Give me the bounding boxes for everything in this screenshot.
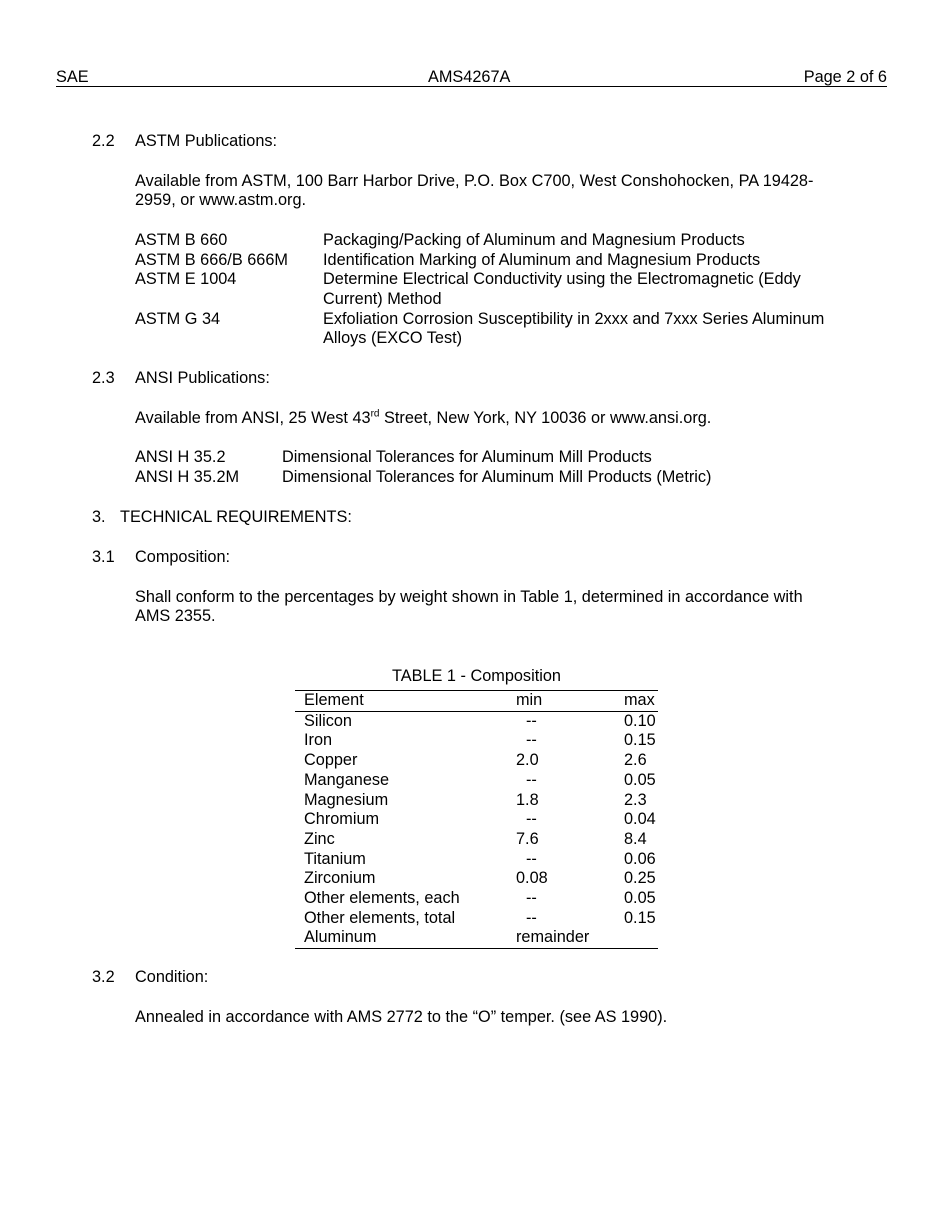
ansi-availability-post: Street, New York, NY 10036 or www.ansi.org. <box>379 409 712 427</box>
cell-element: Chromium <box>304 810 380 829</box>
ansi-ref-desc: Dimensional Tolerances for Aluminum Mill Products <box>282 448 652 466</box>
cell-min: -- <box>526 889 537 908</box>
astm-ref-code: ASTM G 34 <box>135 310 221 328</box>
composition-body-line-2: AMS 2355. <box>135 607 216 625</box>
table-row <box>295 909 658 929</box>
cell-min: 7.6 <box>516 829 539 848</box>
cell-element: Other elements, each <box>304 889 460 908</box>
cell-min: -- <box>526 731 537 750</box>
ansi-ref-desc: Dimensional Tolerances for Aluminum Mill Products (Metric) <box>282 468 712 486</box>
cell-max: 0.05 <box>624 889 656 908</box>
ansi-availability-sup: rd <box>370 408 380 420</box>
cell-min: 0.08 <box>516 869 548 888</box>
table-row <box>295 889 658 909</box>
section-3-1-number: 3.1 <box>92 548 115 566</box>
astm-ref-code: ASTM B 660 <box>135 231 228 249</box>
cell-element: Silicon <box>304 711 352 730</box>
cell-element: Aluminum <box>295 928 516 948</box>
table-row <box>295 850 658 870</box>
cell-max: 0.04 <box>624 810 656 829</box>
astm-ref-code: ASTM E 1004 <box>135 270 237 288</box>
table-row <box>295 751 658 771</box>
column-header-max: max <box>624 691 658 712</box>
cell-element: Zinc <box>304 829 335 848</box>
cell-max: 0.06 <box>624 849 656 868</box>
cell-min: 2.0 <box>516 751 539 770</box>
table-row <box>295 830 658 850</box>
section-2-2-title: ASTM Publications: <box>135 132 278 150</box>
table-row <box>295 810 658 830</box>
cell-element: Iron <box>304 731 333 750</box>
section-3-2-number: 3.2 <box>92 968 115 986</box>
section-3-title: TECHNICAL REQUIREMENTS: <box>120 508 352 526</box>
cell-max: 0.15 <box>624 731 656 750</box>
ansi-availability-pre: Available from ANSI, 25 West 43 <box>135 409 371 427</box>
cell-max: 2.6 <box>624 751 647 770</box>
table-row <box>295 771 658 791</box>
astm-ref-desc-cont: Alloys (EXCO Test) <box>323 329 463 347</box>
header-center: AMS4267A <box>428 68 511 86</box>
cell-max: 8.4 <box>624 829 647 848</box>
section-3-2-title: Condition: <box>135 968 209 986</box>
astm-ref-code: ASTM B 666/B 666M <box>135 251 288 269</box>
ansi-ref-code: ANSI H 35.2 <box>135 448 226 466</box>
column-header-element: Element <box>295 691 516 712</box>
header-page-number: Page 2 of 6 <box>803 68 887 86</box>
astm-ref-desc: Exfoliation Corrosion Susceptibility in 2xxx and 7xxx Series Aluminum <box>323 310 825 328</box>
table-row <box>295 711 658 731</box>
ansi-availability <box>135 409 711 429</box>
cell-max: 0.05 <box>624 770 656 789</box>
table-header-row <box>295 691 658 712</box>
cell-min: -- <box>526 908 537 927</box>
ansi-ref-code: ANSI H 35.2M <box>135 468 240 486</box>
composition-body-line-1: Shall conform to the percentages by weight shown in Table 1, determined in accordance with <box>135 588 803 606</box>
table-row <box>295 928 658 948</box>
table-row <box>295 791 658 811</box>
section-3-number: 3. <box>92 508 106 526</box>
table-caption: TABLE 1 - Composition <box>392 667 561 685</box>
section-2-2-number: 2.2 <box>92 132 115 150</box>
cell-element: Magnesium <box>304 790 389 809</box>
cell-min: -- <box>526 770 537 789</box>
cell-element: Other elements, total <box>304 908 456 927</box>
cell-max: 0.15 <box>624 908 656 927</box>
cell-max <box>624 928 658 948</box>
cell-element: Zirconium <box>304 869 376 888</box>
cell-min: -- <box>526 810 537 829</box>
astm-ref-desc: Identification Marking of Aluminum and Magnesium Products <box>323 251 761 269</box>
astm-ref-desc-cont: Current) Method <box>323 290 442 308</box>
table-row <box>295 731 658 751</box>
condition-body: Annealed in accordance with AMS 2772 to the “O” temper. (see AS 1990). <box>135 1008 668 1026</box>
cell-min: -- <box>526 711 537 730</box>
cell-min: -- <box>526 849 537 868</box>
table-row <box>295 869 658 889</box>
cell-max: 2.3 <box>624 790 647 809</box>
header-rule <box>56 86 887 87</box>
astm-availability-line-2: 2959, or www.astm.org. <box>135 191 307 209</box>
cell-min: remainder <box>516 928 624 948</box>
cell-min: 1.8 <box>516 790 539 809</box>
astm-ref-desc: Packaging/Packing of Aluminum and Magnesium Products <box>323 231 745 249</box>
astm-ref-desc: Determine Electrical Conductivity using the Electromagnetic (Eddy <box>323 270 801 288</box>
cell-element: Copper <box>304 751 358 770</box>
section-2-3-title: ANSI Publications: <box>135 369 270 387</box>
composition-table <box>295 690 658 949</box>
cell-max: 0.10 <box>624 711 656 730</box>
column-header-min: min <box>516 691 624 712</box>
section-3-1-title: Composition: <box>135 548 231 566</box>
cell-element: Titanium <box>304 849 366 868</box>
astm-availability-line-1: Available from ASTM, 100 Barr Harbor Drive, P.O. Box C700, West Conshohocken, PA 19428- <box>135 172 814 190</box>
header-left: SAE <box>56 68 89 86</box>
cell-element: Manganese <box>304 770 390 789</box>
cell-max: 0.25 <box>624 869 656 888</box>
section-2-3-number: 2.3 <box>92 369 115 387</box>
